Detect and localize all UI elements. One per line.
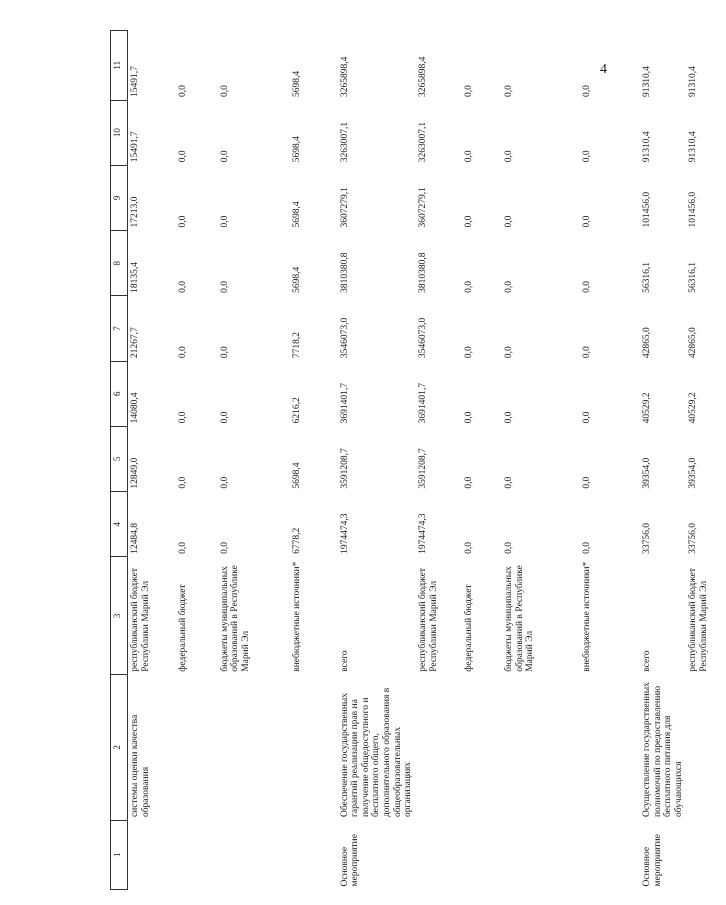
value-cell: 40529,2 bbox=[641, 392, 652, 424]
value-cell: 3265898,4 bbox=[339, 56, 350, 98]
value-cell: 0,0 bbox=[219, 476, 230, 489]
value-cell: 3810380,8 bbox=[417, 252, 428, 293]
value-cell: 91310,4 bbox=[641, 66, 652, 98]
activity-name-cell bbox=[218, 675, 290, 820]
header-cell: 10 bbox=[111, 100, 128, 165]
value-cell: 0,0 bbox=[177, 280, 188, 293]
table-row bbox=[640, 31, 687, 890]
funding-source-cell: внебюджетные источники* bbox=[291, 561, 302, 672]
funding-source-cell: федеральный бюджет bbox=[177, 584, 188, 672]
value-cell: 3810380,8 bbox=[339, 252, 350, 293]
value-cell: 3591208,7 bbox=[417, 448, 428, 489]
value-cell: 0,0 bbox=[503, 150, 514, 163]
value-cell: 33756,0 bbox=[641, 523, 652, 554]
value-cell: 0,0 bbox=[503, 411, 514, 424]
value-cell: 0,0 bbox=[219, 280, 230, 293]
value-cell: 0,0 bbox=[503, 476, 514, 489]
value-cell: 3607279,1 bbox=[417, 187, 428, 228]
value-cell: 101456,0 bbox=[688, 191, 699, 228]
header-cell: 2 bbox=[111, 675, 128, 820]
value-cell: 33756,0 bbox=[688, 523, 699, 554]
row-type-cell bbox=[416, 820, 462, 889]
value-cell: 0,0 bbox=[463, 346, 474, 359]
value-cell: 0,0 bbox=[581, 411, 592, 424]
budget-table bbox=[110, 30, 726, 890]
header-cell: 7 bbox=[111, 296, 128, 361]
funding-source-cell: всего bbox=[339, 650, 350, 672]
activity-name-cell bbox=[416, 675, 462, 820]
header-cell: 9 bbox=[111, 165, 128, 230]
value-cell: 0,0 bbox=[503, 280, 514, 293]
value-cell: 0,0 bbox=[177, 476, 188, 489]
funding-source-cell: бюджеты муниципальных образований в Республике Марий Эл bbox=[219, 565, 251, 672]
value-cell: 5698,4 bbox=[291, 70, 302, 98]
row-type-cell bbox=[218, 820, 290, 889]
activity-name-cell bbox=[290, 675, 338, 820]
header-cell: 6 bbox=[111, 361, 128, 426]
value-cell: 0,0 bbox=[219, 215, 230, 228]
activity-name-cell bbox=[580, 675, 640, 820]
table-row bbox=[462, 31, 502, 890]
funding-source-cell: федеральный бюджет bbox=[463, 584, 474, 672]
row-type-cell: Основное мероприятие bbox=[339, 834, 361, 887]
value-cell: 3591208,7 bbox=[339, 448, 350, 489]
row-type-cell bbox=[502, 820, 580, 889]
row-type-cell: Основное мероприятие bbox=[641, 834, 663, 887]
value-cell: 0,0 bbox=[177, 411, 188, 424]
table-row bbox=[502, 31, 580, 890]
value-cell: 0,0 bbox=[463, 150, 474, 163]
value-cell: 5698,4 bbox=[291, 462, 302, 489]
value-cell: 5698,4 bbox=[291, 136, 302, 163]
funding-source-cell: республиканский бюджет Республики Марий Эл bbox=[417, 567, 439, 672]
value-cell: 6216,2 bbox=[291, 397, 302, 424]
value-cell: 18135,4 bbox=[130, 261, 140, 293]
value-cell: 5698,4 bbox=[291, 201, 302, 228]
value-cell: 5698,4 bbox=[291, 266, 302, 293]
value-cell: 3265898,4 bbox=[417, 56, 428, 98]
table-row bbox=[338, 31, 416, 890]
value-cell: 0,0 bbox=[581, 542, 592, 554]
value-cell: 12484,8 bbox=[130, 523, 140, 554]
value-cell: 0,0 bbox=[463, 215, 474, 228]
value-cell: 42865,0 bbox=[641, 327, 652, 359]
activity-name-cell bbox=[686, 675, 726, 820]
page-number: 4 bbox=[600, 62, 607, 77]
activity-name-cell bbox=[176, 675, 218, 820]
value-cell: 0,0 bbox=[219, 411, 230, 424]
value-cell: 3546073,0 bbox=[417, 317, 428, 359]
header-cell: 4 bbox=[111, 492, 128, 557]
table-row bbox=[128, 31, 176, 890]
value-cell: 3546073,0 bbox=[339, 317, 350, 359]
value-cell: 0,0 bbox=[581, 280, 592, 293]
value-cell: 3263007,1 bbox=[339, 121, 350, 163]
value-cell: 1974474,3 bbox=[417, 513, 428, 554]
value-cell: 40529,2 bbox=[688, 392, 699, 424]
value-cell: 0,0 bbox=[177, 346, 188, 359]
funding-source-cell: республиканский бюджет Республики Марий Эл bbox=[130, 567, 151, 672]
value-cell: 0,0 bbox=[177, 215, 188, 228]
value-cell: 0,0 bbox=[581, 476, 592, 489]
funding-source-cell: бюджеты муниципальных образований в Республике Марий Эл bbox=[503, 565, 536, 672]
activity-name-cell: Обеспечение государственных гарантий реализации прав на получение общедоступного и бесплатного общего, дополнительного образования в общеобразовательных организациях bbox=[339, 687, 414, 818]
value-cell: 0,0 bbox=[503, 346, 514, 359]
table-row bbox=[176, 31, 218, 890]
value-cell: 15491,7 bbox=[130, 66, 140, 98]
value-cell: 0,0 bbox=[177, 542, 188, 554]
activity-name-cell bbox=[462, 675, 502, 820]
header-cell: 8 bbox=[111, 231, 128, 296]
funding-source-cell: всего bbox=[641, 650, 652, 672]
value-cell: 21267,7 bbox=[130, 327, 140, 359]
row-type-cell bbox=[580, 820, 640, 889]
value-cell: 0,0 bbox=[581, 85, 592, 98]
header-row bbox=[111, 31, 128, 890]
value-cell: 0,0 bbox=[503, 542, 514, 554]
value-cell: 0,0 bbox=[463, 411, 474, 424]
table-body bbox=[128, 31, 726, 890]
value-cell: 12849,0 bbox=[130, 457, 140, 489]
header-cell: 5 bbox=[111, 426, 128, 491]
value-cell: 0,0 bbox=[581, 346, 592, 359]
value-cell: 0,0 bbox=[219, 346, 230, 359]
activity-name-cell: Осуществление государственных полномочий по предоставлению бесплатного питания для обучающихся bbox=[641, 682, 684, 818]
value-cell: 3691401,7 bbox=[339, 382, 350, 424]
value-cell: 1974474,3 bbox=[339, 513, 350, 554]
value-cell: 6778,2 bbox=[291, 527, 302, 554]
value-cell: 0,0 bbox=[219, 542, 230, 554]
table-row bbox=[416, 31, 462, 890]
value-cell: 39354,0 bbox=[641, 457, 652, 489]
header-cell: 3 bbox=[111, 557, 128, 675]
table-row bbox=[218, 31, 290, 890]
value-cell: 0,0 bbox=[463, 542, 474, 554]
value-cell: 0,0 bbox=[219, 85, 230, 98]
value-cell: 0,0 bbox=[581, 215, 592, 228]
rotated-table-wrapper bbox=[110, 30, 709, 890]
value-cell: 0,0 bbox=[177, 85, 188, 98]
value-cell: 7718,2 bbox=[291, 331, 302, 359]
value-cell: 56316,1 bbox=[641, 261, 652, 293]
value-cell: 3263007,1 bbox=[417, 121, 428, 163]
row-type-cell bbox=[290, 820, 338, 889]
value-cell: 91310,4 bbox=[688, 66, 699, 98]
value-cell: 91310,4 bbox=[641, 131, 652, 163]
funding-source-cell: внебюджетные источники* bbox=[581, 561, 592, 672]
value-cell: 0,0 bbox=[463, 280, 474, 293]
funding-source-cell: республиканский бюджет Республики Марий Эл bbox=[688, 567, 709, 672]
row-type-cell bbox=[128, 820, 176, 889]
header-cell: 11 bbox=[111, 31, 128, 101]
value-cell: 91310,4 bbox=[688, 131, 699, 163]
table-row bbox=[686, 31, 726, 890]
value-cell: 15491,7 bbox=[130, 131, 140, 163]
value-cell: 0,0 bbox=[503, 85, 514, 98]
value-cell: 0,0 bbox=[581, 150, 592, 163]
value-cell: 0,0 bbox=[177, 150, 188, 163]
row-type-cell bbox=[176, 820, 218, 889]
activity-name-cell: системы оценки качества образования bbox=[130, 714, 151, 818]
row-type-cell bbox=[686, 820, 726, 889]
value-cell: 0,0 bbox=[463, 85, 474, 98]
value-cell: 101456,0 bbox=[641, 191, 652, 228]
table-row bbox=[290, 31, 338, 890]
value-cell: 3607279,1 bbox=[339, 187, 350, 228]
value-cell: 17213,0 bbox=[130, 196, 140, 228]
value-cell: 3691401,7 bbox=[417, 382, 428, 424]
value-cell: 42865,0 bbox=[688, 327, 699, 359]
value-cell: 0,0 bbox=[219, 150, 230, 163]
table-row bbox=[580, 31, 640, 890]
value-cell: 0,0 bbox=[503, 215, 514, 228]
row-type-cell bbox=[462, 820, 502, 889]
value-cell: 39354,0 bbox=[688, 457, 699, 489]
value-cell: 56316,1 bbox=[688, 261, 699, 293]
value-cell: 0,0 bbox=[463, 476, 474, 489]
header-cell: 1 bbox=[111, 820, 128, 889]
activity-name-cell bbox=[502, 675, 580, 820]
value-cell: 14080,4 bbox=[130, 392, 140, 424]
